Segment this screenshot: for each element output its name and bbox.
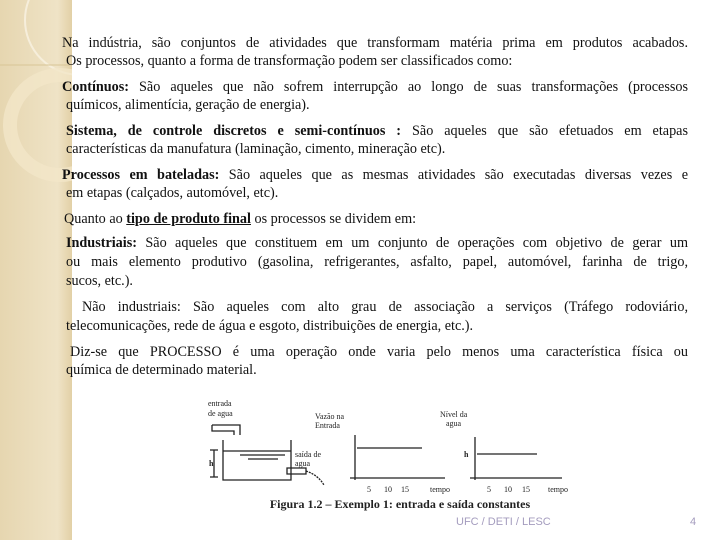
page-number: 4 [690, 516, 697, 528]
term: Sistema, de controle discretos e semi-contínuos : [66, 123, 402, 139]
text-line: em etapas (calçados, automóvel, etc). [66, 185, 279, 201]
paragraph-industriais [66, 234, 688, 252]
figure-tank-example [200, 385, 600, 515]
text-line: características da manufatura (laminação, cimento, mineração etc). [66, 141, 446, 157]
inlet-label: de agua [208, 409, 233, 418]
text-line: Diz-se que PROCESSO é uma operação onde varia pelo menos uma característica física ou [70, 344, 688, 360]
inlet-label: entrada [208, 399, 232, 408]
text: os processos se dividem em: [254, 211, 417, 227]
x-tick: 5 [487, 485, 491, 494]
term: Contínuos: [62, 79, 130, 95]
inlet-pipe [212, 425, 240, 435]
x-tick: 5 [367, 485, 371, 494]
text-line: São aqueles que não sofrem interrupção ao longo de suas transformações (processos [139, 79, 689, 95]
text-line: ou mais elemento produtivo (gasolina, refrigerantes, asfalto, papel, automóvel, farinha de trigo, [66, 254, 688, 270]
tank [223, 440, 291, 480]
chart1-ylabel: Vazão na [315, 412, 345, 421]
text-line: Na indústria, são conjuntos de atividades que transformam matéria prima em produtos acabados. [62, 35, 688, 51]
term: Processos em bateladas: [62, 167, 220, 183]
h-label: h [209, 459, 214, 468]
outlet-pipe [287, 468, 306, 474]
outlet-label: agua [295, 459, 311, 468]
paragraph-bateladas [62, 166, 688, 184]
chart2-axes [470, 437, 562, 480]
underlined-term: tipo de produto final [126, 211, 251, 227]
text-line: química de determinado material. [66, 362, 257, 378]
chart1-axes [350, 435, 445, 480]
chart2-ylabel: Nível da [440, 410, 468, 419]
text-line: São aqueles que as mesmas atividades são executadas diversas vezes e [228, 167, 688, 183]
text-line: Os processos, quanto a forma de transformação podem ser classificados como: [66, 53, 513, 69]
footer-text: UFC / DETI / LESC [456, 516, 551, 528]
x-tick: 10 [384, 485, 392, 494]
text-line: telecomunicações, rede de água e esgoto, distribuições de energia, etc.). [66, 318, 474, 334]
text-line: químicos, alimentícia, geração de energia). [66, 97, 310, 113]
paragraph-sistema [66, 122, 688, 140]
chart2-ylabel: agua [446, 419, 462, 428]
text: Quanto ao [64, 211, 123, 227]
paragraph-continuos [62, 78, 688, 96]
x-tick: 15 [401, 485, 409, 494]
x-tick: 10 [504, 485, 512, 494]
chart2-h-label: h [464, 450, 469, 459]
x-label: tempo [548, 485, 568, 494]
x-label: tempo [430, 485, 450, 494]
x-tick: 15 [522, 485, 530, 494]
figure-caption: Figura 1.2 – Exemplo 1: entrada e saída constantes [269, 497, 531, 511]
text-line: Não industriais: São aqueles com alto grau de associação a serviços (Tráfego rodoviário, [82, 299, 688, 315]
chart1-ylabel: Entrada [315, 421, 340, 430]
term: Industriais: [66, 235, 137, 251]
outlet-label: saída de [295, 450, 321, 459]
text-line: São aqueles que constituem em um conjunto de operações com objetivo de gerar um [145, 235, 688, 251]
paragraph-quanto [64, 210, 416, 228]
text-line: São aqueles que são efetuados em etapas [412, 123, 688, 139]
text-line: sucos, etc.). [66, 273, 133, 289]
